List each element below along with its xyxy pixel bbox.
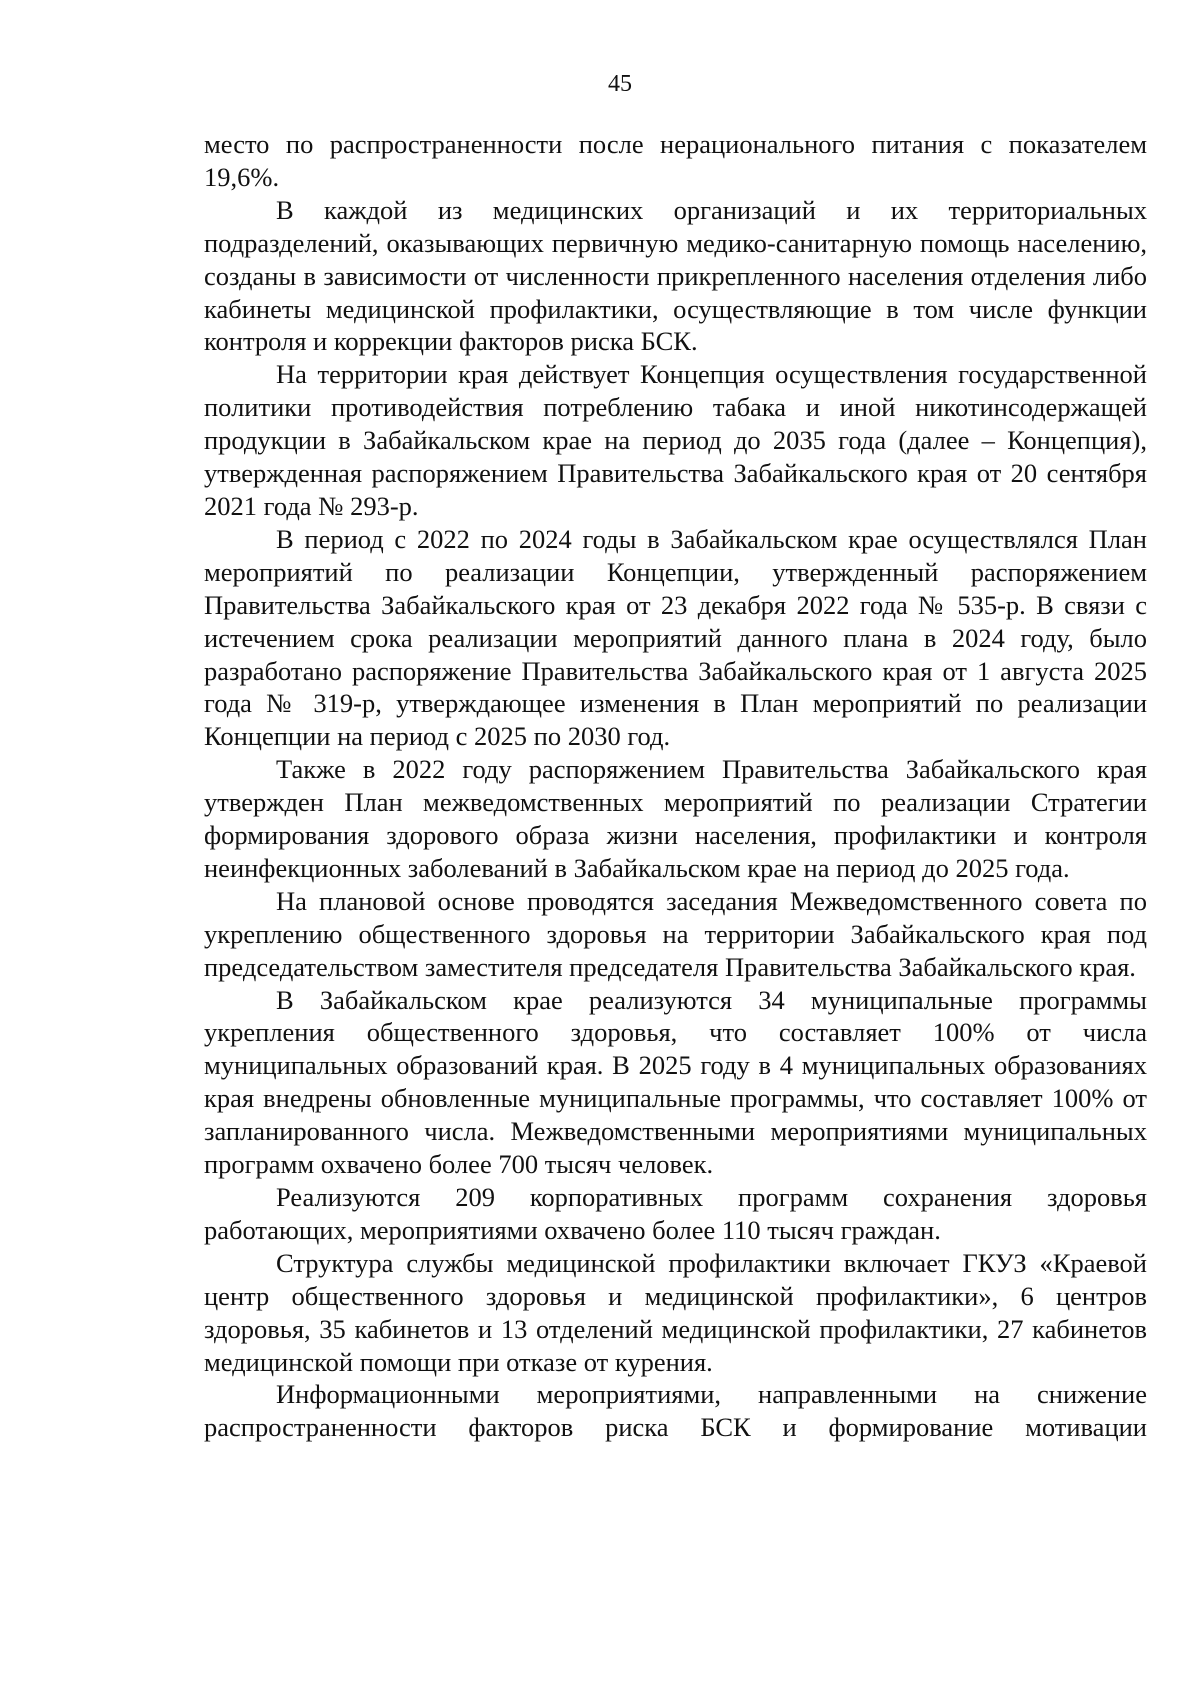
paragraph-3: На территории края действует Концепция осуществления государственной политики противодействия потреблению табака и иной никотинсодержащей продукции в Забайкальском крае на период до 2035 года (далее – Концепция), утвержденная распоряжением Правительства Забайкальского края от 20 сентября 2021 года № 293-р. bbox=[204, 359, 1147, 521]
paragraph-9: Структура службы медицинской профилактики включает ГКУЗ «Краевой центр общественного здоровья и медицинской профилактики», 6 центров здоровья, 35 кабинетов и 13 отделений медицинской профилактики, 27 кабинетов медицинской помощи при отказе от курения. bbox=[204, 1247, 1147, 1377]
page-number: 45 bbox=[608, 71, 632, 97]
paragraph-10: Информационными мероприятиями, направленными на снижение распространенности факторов риска БСК и формирование мотивации bbox=[204, 1379, 1147, 1443]
paragraph-5: Также в 2022 году распоряжением Правительства Забайкальского края утвержден План межведомственных мероприятий по реализации Стратегии формирования здорового образа жизни населения, профилактики и контроля неинфекционных заболеваний в Забайкальском крае на период до 2025 года. bbox=[204, 754, 1147, 883]
document-body bbox=[204, 128, 1147, 1444]
paragraph-1: место по распространенности после нерационального питания с показателем 19,6%. bbox=[204, 129, 1147, 192]
paragraph-7: В Забайкальском крае реализуются 34 муниципальные программы укрепления общественного здоровья, что составляет 100% от числа муниципальных образований края. В 2025 году в 4 муниципальных образованиях края внедрены обновленные муниципальные программы, что составляет 100% от запланированного числа. Межведомственными мероприятиями муниципальных программ охвачено более 700 тысяч человек. bbox=[204, 984, 1147, 1180]
paragraph-8: Реализуются 209 корпоративных программ сохранения здоровья работающих, мероприятиями охвачено более 110 тысяч граждан. bbox=[204, 1182, 1147, 1245]
paragraph-6: На плановой основе проводятся заседания Межведомственного совета по укреплению общественного здоровья на территории Забайкальского края под председательством заместителя председателя Правительства Забайкальского края. bbox=[204, 885, 1147, 982]
paragraph-4: В период с 2022 по 2024 годы в Забайкальском крае осуществлялся План мероприятий по реализации Концепции, утвержденный распоряжением Правительства Забайкальского края от 23 декабря 2022 года № 535-р. В связи с истечением срока реализации мероприятий данного плана в 2024 году, было разработано распоряжение Правительства Забайкальского края от 1 августа 2025 года № 319-р, утверждающее изменения в План мероприятий по реализации Концепции на период с 2025 по 2030 год. bbox=[204, 523, 1147, 752]
paragraph-2: В каждой из медицинских организаций и их территориальных подразделений, оказывающих первичную медико-санитарную помощь населению, созданы в зависимости от численности прикрепленного населения отделения либо кабинеты медицинской профилактики, осуществляющие в том числе функции контроля и коррекции факторов риска БСК. bbox=[204, 194, 1147, 357]
